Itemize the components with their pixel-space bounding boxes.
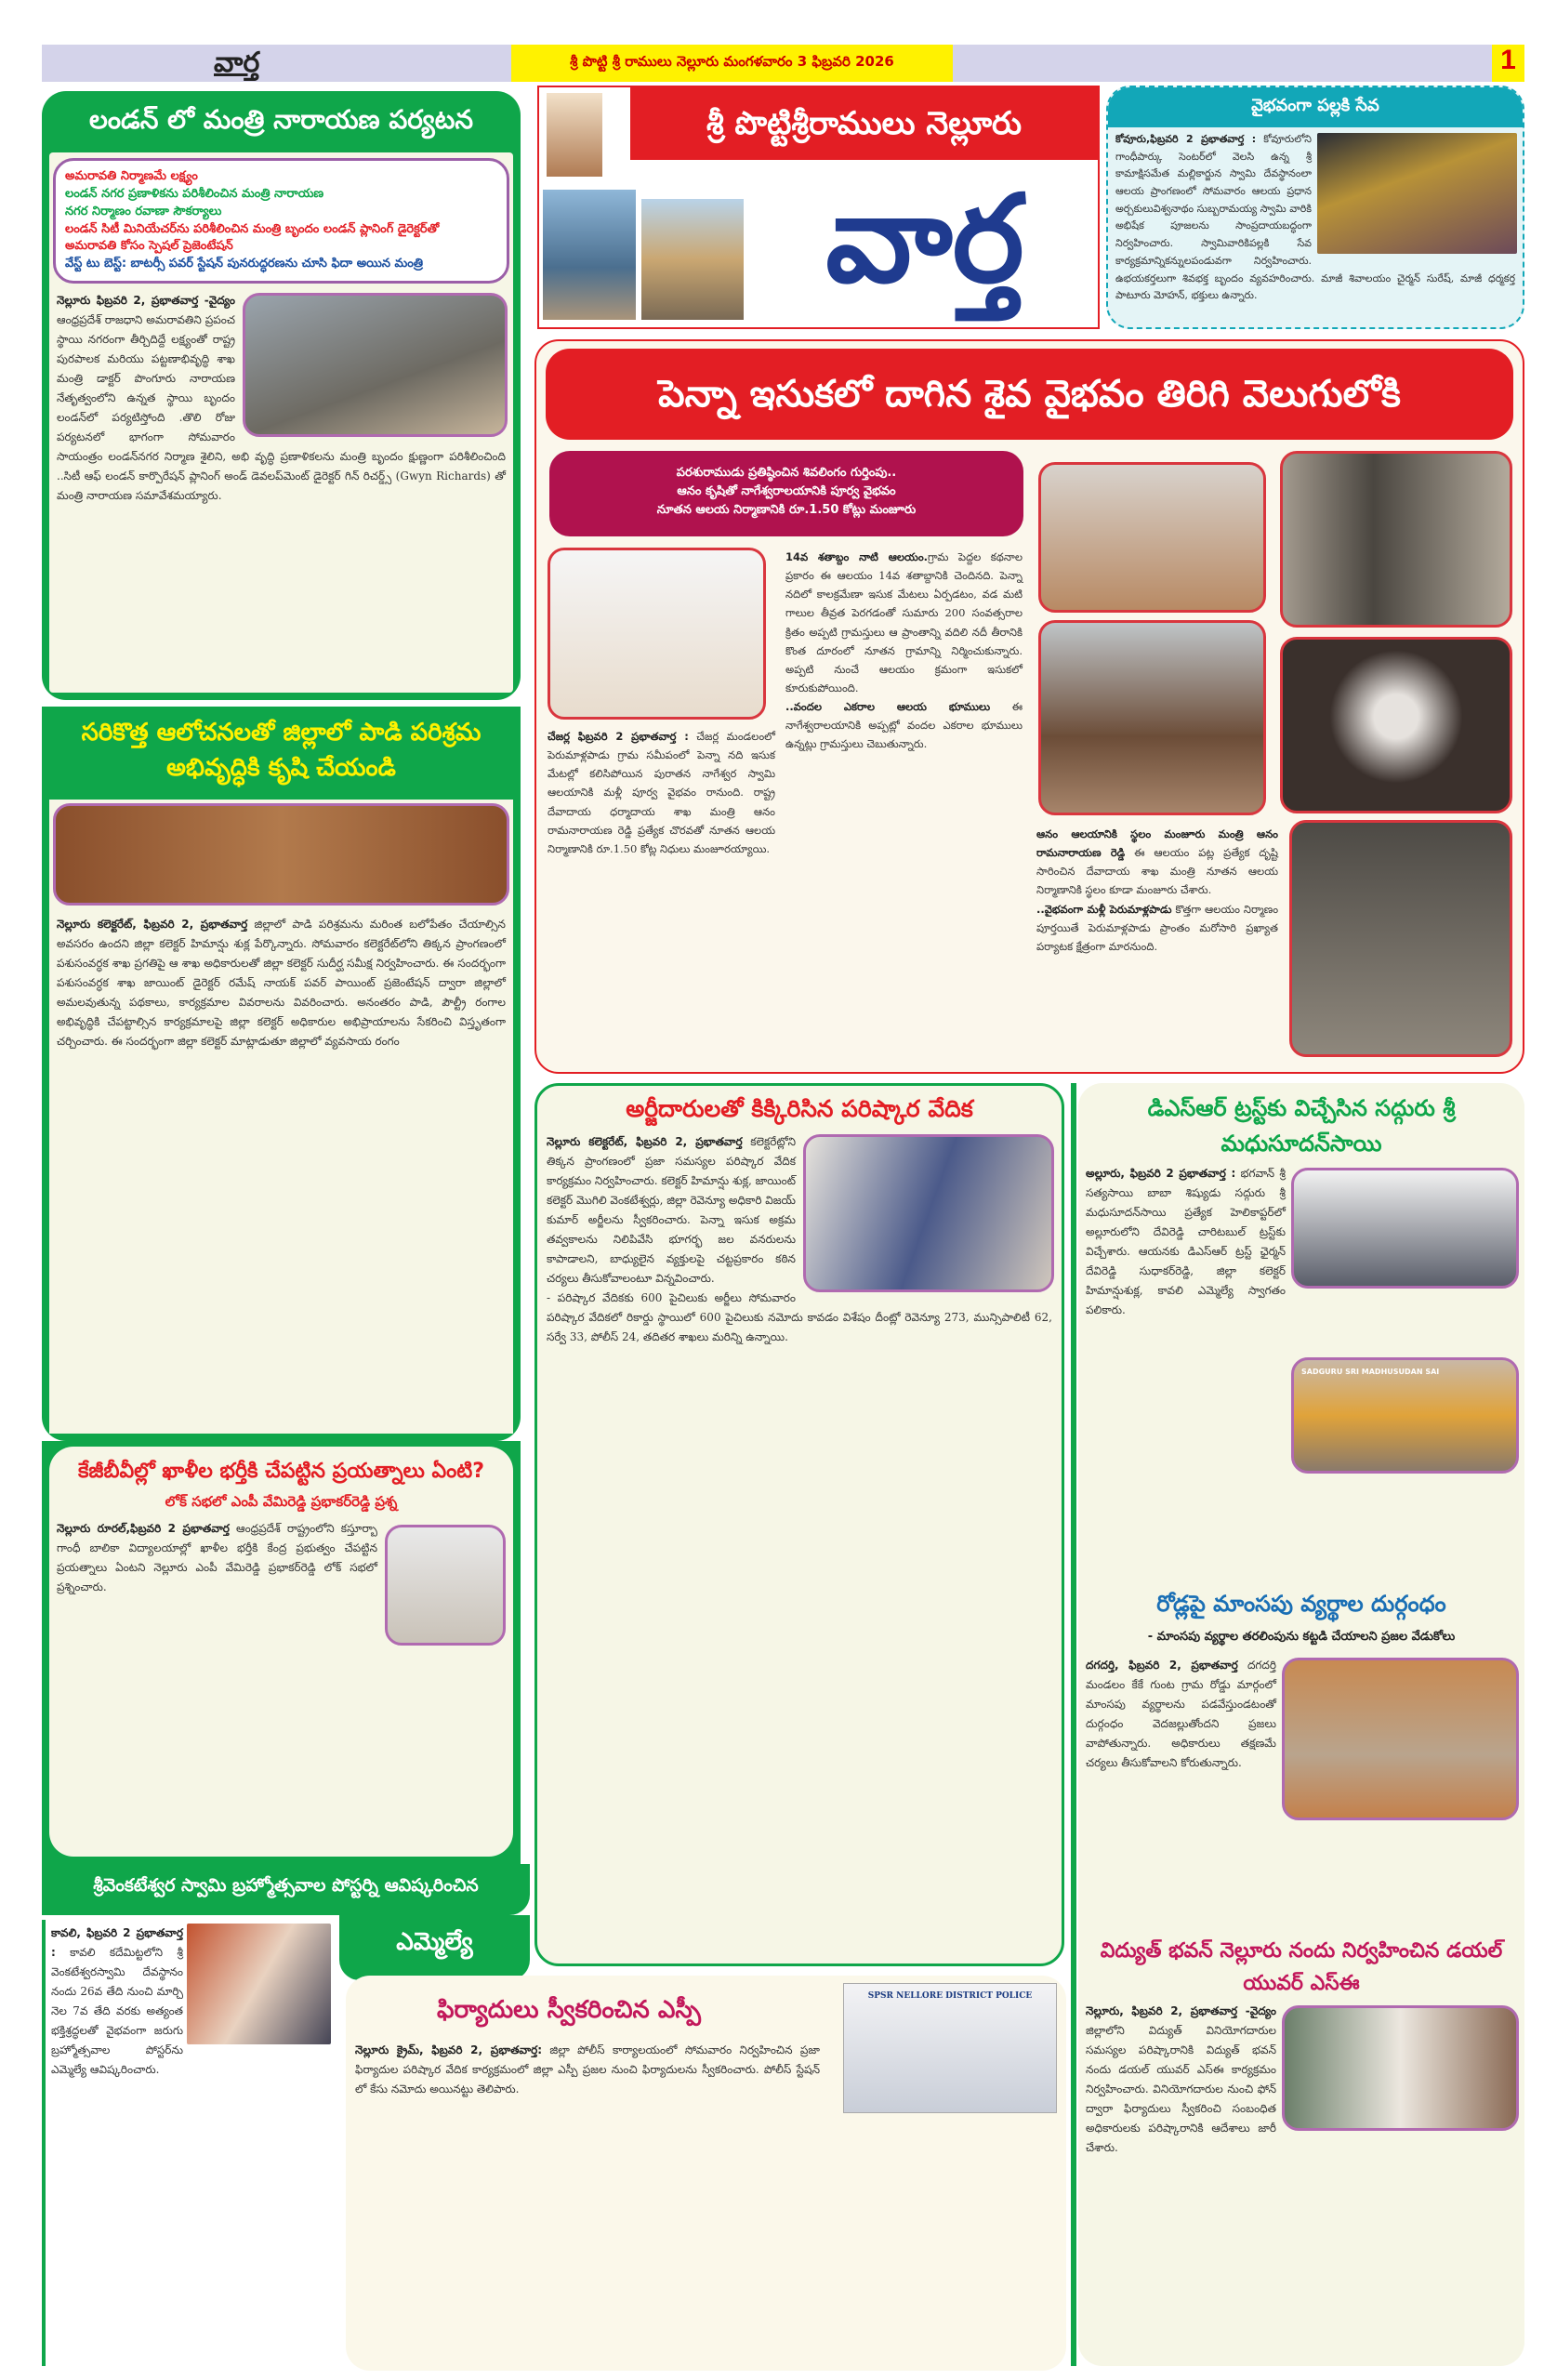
mp-photo — [385, 1525, 506, 1646]
bridge-photo — [543, 190, 636, 320]
article-dateline: అల్లూరు, ఫిబ్రవరి 2 ప్రభాతవార్త : — [1086, 1166, 1236, 1180]
highlight: నగర నిర్మాణం రవాణా సౌకర్యాలు — [65, 204, 222, 218]
minister-photo — [548, 548, 766, 720]
article-dateline: నెల్లూరు ఫిబ్రవరి 2, ప్రభాతవార్త -వైద్యం — [57, 294, 235, 308]
parishkara-article — [534, 1083, 1064, 1966]
subhead: ఆనం కృషితో నాగేశ్వరాలయానికి పూర్వ వైభవం — [677, 484, 896, 499]
waste-photo — [1282, 1658, 1519, 1820]
pallaki-article — [1106, 86, 1524, 329]
venkateswara-header-cont — [339, 1915, 530, 1980]
highlight: వేస్ట్ టు బెస్ట్: బాటర్సీ పవర్ స్టేషన్ పునరుద్ధరణను చూసి ఫిదా అయిన మంత్రి — [65, 257, 424, 271]
article-body: కావలి కదేమిట్టలోని శ్రీ వెంకటేశ్వరస్వామి దేవస్థానం నందు 26వ తేది నుంచి మార్చి నెల 7వ తేది వరకు అత్యంత భక్తిశ్రద్ధలతో వైభవంగా జరుగు బ్రహ్మోత్సవాల పోస్టర్‌ను ఎమ్మెల్యే ఆవిష్కరించారు. — [51, 1946, 183, 2076]
article-dateline: నెల్లూరు కలెక్టరేట్, ఫిబ్రవరి 2, ప్రభాతవార్త — [547, 1135, 743, 1148]
article-body: కోవూరులోని గాంధీపార్కు సెంటర్‌లో వెలసి ఉన్న శ్రీ కామాక్షిసమేత మల్లికార్జున స్వామి దేవస్థానంలా ఆలయ ప్రాంగణంలో సోమవారం ఆలయ ప్రధాన అర్చకులువిశ్వనాథం సుబ్బరామయ్య స్వామి వారికి అభిషేక పూజలను సాంప్రదాయబద్ధంగా నిర్వహించారు. స్వామివారికిపల్లకి సేవ కార్యక్రమాన్నికన్నులపండువగా నిర్వహించారు. ఉభయకర్తలుగా శివభక్త బృందం వ్యవహరించారు. మాజీ శివాలయం చైర్మన్ సురేష్, మాజీ ధర్మకర్త పాటూరు మోహన్, భక్తులు ఉన్నారు. — [1115, 133, 1515, 302]
founder-portrait — [547, 93, 602, 177]
kgbv-frame — [42, 1441, 521, 1864]
highlights-box — [53, 158, 509, 284]
page-number: 1 — [1492, 45, 1524, 82]
london-article — [42, 91, 521, 700]
headline: డిఎస్ఆర్ ట్రస్ట్‌కు విచ్చేసిన సద్గురు శ్రీ మధుసూదన్‌సాయి — [1147, 1095, 1456, 1157]
venkateswara-article — [42, 1920, 335, 2366]
highlight: లండన్ నగర ప్రణాళికను పరిశీలించిన మంత్రి నారాయణ — [65, 186, 324, 201]
meat-waste-article — [1078, 1585, 1524, 1929]
article-footer: - పరిష్కార వేదికకు 600 పైచిలుకు అర్జీలు సోమవారం పరిష్కార వేదికలో రికార్డు స్థాయిలో 600 పైచిలుకు నమోదు కావడం విశేషం దీంట్లో రెవెన్యూ 273, మున్సిపాలిటీ 62, సర్వే 33, పోలీస్ 24, తదితర శాఖలు మరిన్ని ఉన్నాయి. — [547, 1291, 1052, 1343]
headline: కేజీబీవీల్లో ఖాళీల భర్తీకి చేపట్టిన ప్రయత్నాలు ఏంటి? — [77, 1460, 485, 1483]
kgbv-article — [49, 1447, 513, 1857]
masthead-logo: వార్త — [825, 167, 1024, 310]
dairy-photo — [53, 803, 509, 906]
venkateswara-header — [42, 1864, 530, 1915]
headline: పెన్నా ఇసుకలో దాగిన శైవ వైభవం తిరిగి వెలుగులోకి — [546, 349, 1513, 440]
article-dateline: కావలి, ఫిబ్రవరి 2 ప్రభాతవార్త : — [51, 1926, 183, 1959]
article-body: ఆంధ్రప్రదేశ్ రాజధాని అమరావతిని ప్రపంచ స్థాయి నగరంగా తీర్చిదిద్దే లక్ష్యంతో రాష్ట్ర పురపాలక మరియు పట్టణాభివృద్ధి శాఖ మంత్రి డాక్టర్ పొంగూరు నారాయణ నేతృత్వంలోని ఉన్నత స్థాయి బృందం లండన్‌లో పర్యటిస్తోంది .తొలి రోజు పర్యటనలో భాగంగా సోమవారం సాయంత్రం లండన్‌నగర నిర్మాణ శైలిని, అభి వృద్ధి ప్రణాళికలను మంత్రి బృందం క్షుణ్ణంగా పరిశీలించింది ..సిటీ ఆఫ్ లండన్ కార్పొరేషన్ ప్లానింగ్ అండ్ డెవలప్‌మెంట్ డైరెక్టర్ గిన్ రిచర్డ్స్ (Gwyn Richards) తో మంత్రి నారాయణ సమావేశమయ్యారు. — [57, 313, 506, 503]
article-body: జిల్లా పోలీస్ కార్యాలయంలో సోమవారం నిర్వహించిన ప్రజా ఫిర్యాదుల పరిష్కార వేదిక కార్యక్రమంలో జిల్లా ఎస్పీ ప్రజల నుంచి ఫిర్యాదులను స్వీకరించారు. పోలీస్ స్టేషన్ లో కేసు నమోదు అయినట్టు తెలిపారు. — [355, 2043, 820, 2096]
temple-door-photo — [1280, 451, 1512, 628]
headline: వైభవంగా పల్లకి సేవ — [1108, 87, 1523, 127]
subhead: - మాంసపు వ్యర్థాల తరలింపును కట్టడి చేయాలని ప్రజల వేడుకోలు — [1147, 1630, 1456, 1644]
pallaki-photo — [1317, 133, 1517, 254]
dsr-photo-1 — [1291, 1168, 1519, 1289]
sp-article — [346, 1976, 1066, 2371]
parishkara-photo — [803, 1134, 1054, 1292]
vidyut-photo — [1282, 2005, 1519, 2131]
column-rule — [1071, 1083, 1076, 2366]
subhead-box — [549, 451, 1023, 536]
masthead-title-band: శ్రీ పొట్టిశ్రీరాములు నెల్లూరు — [630, 87, 1098, 160]
photo-caption: SPSR NELLORE DISTRICT POLICE — [867, 1991, 1033, 2001]
headline: ఫిర్యాదులు స్వీకరించిన ఎస్పీ — [436, 1996, 701, 2024]
article-dateline: నెల్లూరు రూరల్,ఫిబ్రవరి 2 ప్రభాతవార్త — [57, 1522, 230, 1535]
dateline: శ్రీ పొట్టి శ్రీ రాములు నెల్లూరు మంగళవారం 3 ఫిబ్రవరి 2026 — [511, 45, 953, 82]
article-body: జిల్లాలోని విద్యుత్ వినియోగదారుల సమస్యల పరిష్కారానికి విద్యుత్ భవన్ నందు డయల్ యువర్ ఎస్ఈ కార్యక్రమం నిర్వహించారు. వినియోగదారుల నుంచి ఫోన్ ద్వారా ఫిర్యాదులు స్వీకరించి సంబంధిత అధికారులకు పరిష్కారానికి ఆదేశాలు జారీ చేశారు. — [1086, 2024, 1276, 2155]
photo-caption: SADGURU SRI MADHUSUDAN SAI — [1301, 1368, 1440, 1376]
header-logo: వార్త — [214, 46, 260, 79]
article-body: ఈ నాగేశ్వరాలయానికి అప్పట్లో వందల ఎకరాల భూములు ఉన్నట్లు గ్రామస్తులు చెబుతున్నారు. — [785, 700, 1023, 751]
shivalinga-photo — [1280, 637, 1512, 813]
subhead: పరశురాముడు ప్రతిష్ఠించిన శివలింగం గుర్తింపు.. — [676, 466, 897, 480]
masthead — [537, 86, 1100, 329]
article-dateline: కోవూరు,ఫిబ్రవరి 2 ప్రభాతవార్త : — [1115, 133, 1257, 145]
headline: లండన్ లో మంత్రి నారాయణ పర్యటన — [88, 104, 474, 135]
section-title: ..వైభవంగా మళ్లీ పెరుమాళ్లపాడు — [1036, 902, 1172, 916]
section-title: ..వందల ఎకరాల ఆలయ భూములు — [785, 700, 991, 713]
article-body: దగదర్తి మండలం కేకే గుంట గ్రామ రోడ్డు మార్గంలో మాంసపు వ్యర్థాలను పడవేస్తుండటంతో దుర్గంధం వెదజల్లుతోందని ప్రజలు వాపోతున్నారు. అధికారులు తక్షణమే చర్యలు తీసుకోవాలని కోరుతున్నారు. — [1086, 1659, 1276, 1769]
article-dateline: నెల్లూరు కలెక్టరేట్, ఫిబ్రవరి 2, ప్రభాతవార్త — [57, 918, 248, 931]
highlight: అమరావతి కోసం స్పెషల్ ప్రెజెంటేషన్ — [65, 239, 233, 254]
sculpture-photo — [1289, 820, 1512, 1057]
headline: ఎమ్మెల్యే — [396, 1928, 473, 1956]
article-body: జిల్లాలో పాడి పరిశ్రమను మరింత బలోపేతం చేయాల్సిన అవసరం ఉందని జిల్లా కలెక్టర్ హిమాన్షు శుక్ల పేర్కొన్నారు. సోమవారం కలెక్టరేట్‌లోని తిక్కన ప్రాంగణంలో పశుసంవర్ధక శాఖ ప్రగతిపై ఆ శాఖ అధికారులతో జిల్లా కలెక్టర్ సుదీర్ఘ సమీక్ష నిర్వహించారు. ఈ సందర్భంగా పశుసంవర్ధక శాఖ జాయింట్ డైరెక్టర్ రమేష్ నాయక్ పవర్ పాయింట్ ప్రజెంటేషన్ ద్వారా జిల్లాలో అమలవుతున్న పథకాలు, కార్యక్రమాల వివరాలను వివరించారు. అనంతరం పాడి, పౌల్ట్రీ రంగాల అభివృద్ధికి చేపట్టాల్సిన కార్యక్రమాలపై జిల్లా కలెక్టర్ అధికారుల అభిప్రాయాలను సేకరించి విస్తృతంగా చర్చించారు. ఈ సందర్భంగా జిల్లా కలెక్టర్ మాట్లాడుతూ జిల్లాలో వ్యవసాయ రంగం — [57, 918, 506, 1048]
temple-photo — [641, 199, 744, 320]
headline: అర్జీదారులతో కిక్కిరిసిన పరిష్కార వేదిక — [626, 1095, 973, 1122]
london-photo — [243, 293, 508, 437]
subhead: లోక్ సభలో ఎంపీ వేమిరెడ్డి ప్రభాకర్‌రెడ్డి ప్రశ్న — [165, 1493, 398, 1510]
article-body: కలెక్టరేట్లోని తిక్కన ప్రాంగణంలో ప్రజా సమస్యల పరిష్కార వేదిక కార్యక్రమం నిర్వహించారు. కలెక్టర్ హిమాన్షు శుక్ల, జాయింట్ కలెక్టర్ మొగిలి వెంకటేశ్వర్లు, జిల్లా రెవెన్యూ అధికారి విజయ్ కుమార్ అర్జీలను స్వీకరించారు. పెన్నా ఇసుక అక్రమ తవ్వకాలను నిలిపివేసి భూగర్భ జల వనరులను కాపాడాలని, బాధ్యులైన వ్యక్తులపై చట్టప్రకారం కఠిన చర్యలు తీసుకోవాలంటూ విన్నవించారు. — [547, 1135, 796, 1285]
section-title: 14వ శతాబ్దం నాటి ఆలయం. — [785, 550, 929, 563]
highlight: అమరావతి నిర్మాణమే లక్ష్యం — [65, 169, 198, 183]
poster-photo — [187, 1924, 331, 2044]
headline: విద్యుత్ భవన్ నెల్లూరు నందు నిర్వహించిన డయల్ యువర్ ఎస్ఈ — [1100, 1939, 1503, 1996]
headline: రోడ్లపై మాంసపు వ్యర్థాల దుర్గంధం — [1156, 1591, 1446, 1617]
ruins-photo — [1038, 462, 1266, 613]
section-title: ఆనం ఆలయానికి స్థలం మంజూరు మంత్రి ఆనం రామనారాయణ రెడ్డి — [1036, 827, 1278, 860]
article-dateline: నెల్లూరు, ఫిబ్రవరి 2, ప్రభాతవార్త -వైద్యం — [1086, 2004, 1276, 2018]
article-dateline: నెల్లూరు క్రైమ్, ఫిబ్రవరి 2, ప్రభాతవార్త: — [355, 2043, 543, 2056]
dsr-article — [1078, 1083, 1524, 1585]
article-body: భగవాన్ శ్రీ సత్యసాయి బాబా శిష్యుడు సద్గురు శ్రీ మధుసూదన్‌సాయి ప్రత్యేక హెలికాప్టర్‌లో అల్లూరులోని దేవిరెడ్డి చారిటబుల్ ట్రస్ట్‌కు విచ్చేశారు. ఆయనకు డిఎస్ఆర్ ట్రస్ట్ ఛైర్మన్ దేవిరెడ్డి సుధాకర్‌రెడ్డి, జిల్లా కలెక్టర్ హిమాన్షుశుక్ల, కావలి ఎమ్మెల్యే స్వాగతం పలికారు. — [1086, 1166, 1286, 1316]
article-body: ఆంధ్రప్రదేశ్ రాష్ట్రంలోని కస్తూర్బా గాంధీ బాలికా విద్యాలయాల్లో ఖాళీల భర్తీకి కేంద్ర ప్రభుత్వం చేపట్టిన ప్రయత్నాలు ఏంటని నెల్లూరు ఎంపీ వేమిరెడ్డి ప్రభాకర్‌రెడ్డి లోక్ సభలో ప్రశ్నించారు. — [57, 1522, 377, 1593]
article-body: ఈ ఆలయం పట్ల ప్రత్యేక దృష్టి సారించిన దేవాదాయ శాఖ మంత్రి నూతన ఆలయ నిర్మాణానికి స్థలం కూడా మంజూరు చేశారు. — [1036, 846, 1278, 897]
dsr-photo-2 — [1291, 1357, 1519, 1474]
sand-temple-photo — [1038, 620, 1266, 815]
highlight: లండన్ సిటీ మినియేచర్‌ను పరిశీలించిన మంత్రి బృందం లండన్ ప్లానింగ్ డైరెక్టర్‌తో — [65, 221, 440, 236]
article-body: చేజర్ల మండలంలో పెరుమాళ్లపాడు గ్రామ సమీపంలో పెన్నా నది ఇసుక మేటల్లో కలిసిపోయిన పురాతన నాగేశ్వర స్వామి ఆలయానికి మళ్లీ పూర్వ వైభవం రానుంది. రాష్ట్ర దేవాదాయ ధర్మాదాయ శాఖ మంత్రి ఆనం రామనారాయణ రెడ్డి ప్రత్యేక చొరవతో నూతన ఆలయ నిర్మాణానికి రూ.1.50 కోట్ల నిధులు మంజూరయ్యాయి. — [548, 730, 775, 855]
subhead: నూతన ఆలయ నిర్మాణానికి రూ.1.50 కోట్లు మంజూరు — [656, 503, 917, 518]
headline: సరికొత్త ఆలోచనలతో జిల్లాలో పాడి పరిశ్రమ అభివృద్ధికి కృషి చేయండి — [81, 719, 482, 782]
dairy-article — [42, 707, 521, 1441]
article-body: కొత్తగా ఆలయం నిర్మాణం పూర్తయితే పెరుమాళ్లపాడు ప్రాంతం మరోసారి ప్రఖ్యాత పర్యాటక క్షేత్రంగా మారనుంది. — [1036, 902, 1279, 953]
headline: శ్రీవెంకటేశ్వర స్వామి బ్రహ్మోత్సవాల పోస్టర్ని ఆవిష్కరించిన — [93, 1875, 479, 1896]
police-photo — [843, 1983, 1057, 2113]
penna-article — [534, 339, 1524, 1074]
article-dateline: దగదర్తి, ఫిబ్రవరి 2, ప్రభాతవార్త — [1086, 1659, 1238, 1672]
article-body: గ్రామ పెద్దల కథనాల ప్రకారం ఈ ఆలయం 14వ శతాబ్దానికి చెందినది. పెన్నా నదిలో కాలక్రమేణా ఇసుక మేటలు ఏర్పడటం, వడ మటి గాలుల తీవ్రత పెరగడంతో సుమారు 200 సంవత్సరాల క్రితం అప్పటి గ్రామస్తులు ఆ ప్రాంతాన్ని వదిలి నదీ తీరానికి కొంత దూరంలో నూతన గ్రామాన్ని నిర్మించుకున్నారు. అప్పటి నుంచే ఆలయం క్రమంగా ఇసుకలో కూరుకుపోయింది. — [785, 550, 1023, 694]
vidyut-article — [1078, 1929, 1524, 2366]
article-dateline: చేజర్ల ఫిబ్రవరి 2 ప్రభాతవార్త : — [548, 730, 689, 743]
